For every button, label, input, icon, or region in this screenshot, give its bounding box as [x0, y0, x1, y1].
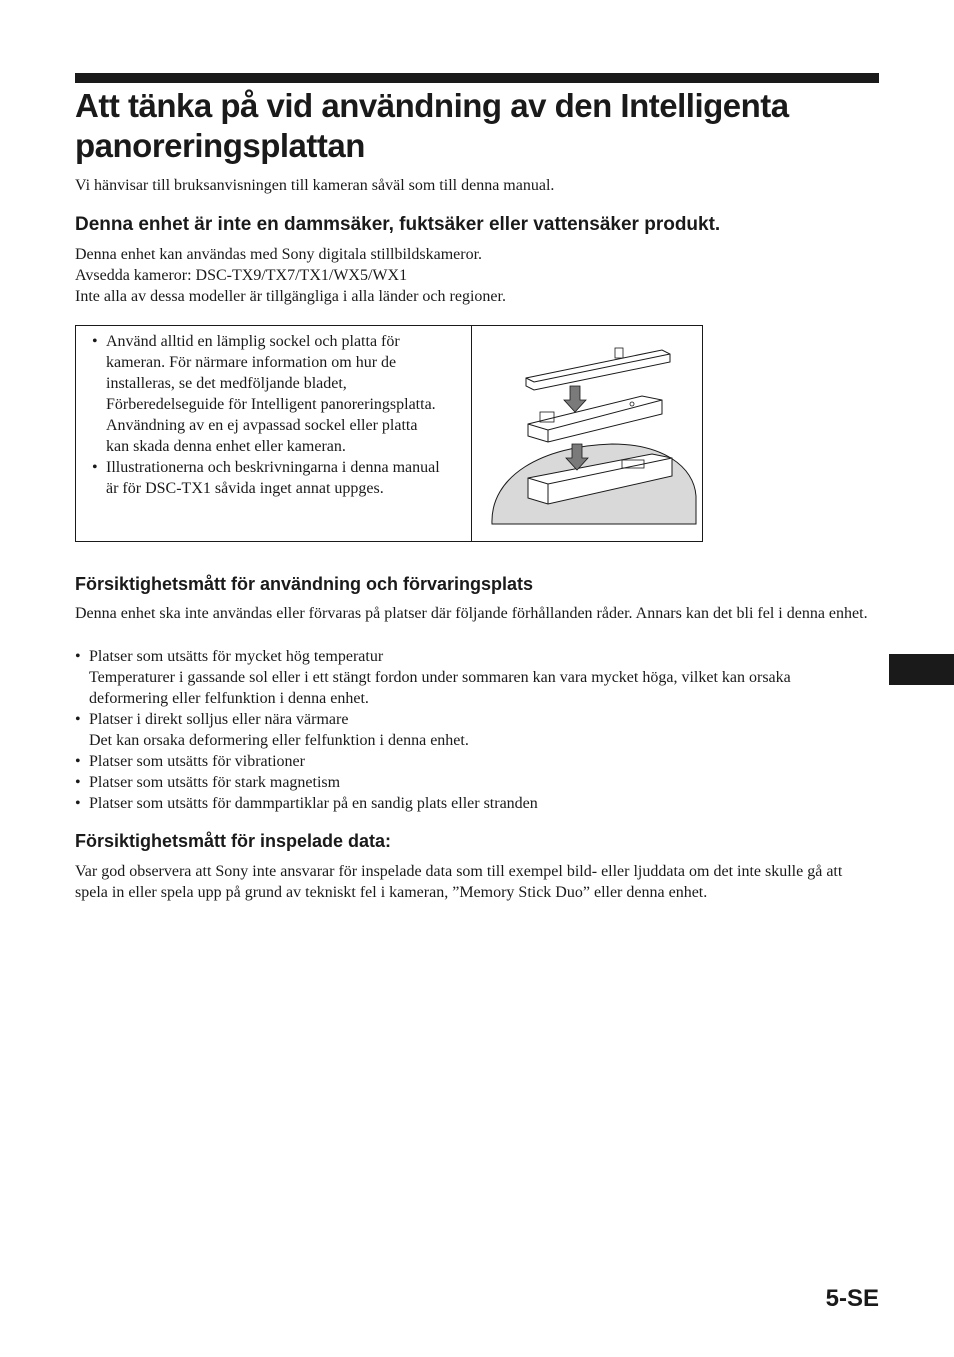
- compat-line-2: Avsedda kameror: DSC-TX9/TX7/TX1/WX5/WX1: [75, 267, 408, 284]
- usage-item-main: • Platser som utsätts för vibrationer: [89, 753, 305, 770]
- intro-text: Vi hänvisar till bruksanvisningen till kameran såväl som till denna manual.: [75, 177, 555, 194]
- notes-box: [75, 325, 703, 542]
- usage-intro: Denna enhet ska inte användas eller förvaras på platser där följande förhållanden råder. Annars kan det bli fel i denna enhet.: [75, 605, 868, 622]
- data-heading: Försiktighetsmått för inspelade data:: [75, 831, 392, 851]
- usage-item-main: • Platser som utsätts för stark magnetism: [89, 774, 341, 791]
- notes-box-text-cell: [76, 326, 472, 541]
- usage-item-detail: Det kan orsaka deformering eller felfunktion i denna enhet.: [89, 732, 469, 749]
- usage-item: [75, 751, 865, 772]
- usage-item: [75, 793, 865, 814]
- compat-line-1: Denna enhet kan användas med Sony digitala stillbildskameror.: [75, 246, 483, 263]
- usage-item-main: • Platser som utsätts för mycket hög temperatur: [89, 648, 384, 665]
- usage-item: [75, 709, 865, 751]
- usage-item-main: • Platser i direkt solljus eller nära värmare: [89, 711, 349, 728]
- usage-item-main: • Platser som utsätts för dammpartiklar på en sandig plats eller stranden: [89, 795, 538, 812]
- usage-item: [75, 646, 865, 709]
- page-title: Att tänka på vid användning av den Intelligenta panoreringsplattan: [75, 87, 789, 164]
- usage-list: [75, 646, 865, 814]
- notes-item: • Illustrationerna och beskrivningarna i denna manual är för DSC-TX1 såvida inget annat uppges.: [92, 457, 444, 499]
- warning-heading: Denna enhet är inte en dammsäker, fuktsäker eller vattensäker produkt.: [75, 214, 721, 235]
- usage-heading: Försiktighetsmått för användning och förvaringsplats: [75, 574, 534, 594]
- usage-item-detail: Temperaturer i gassande sol eller i ett stängt fordon under sommaren kan vara mycket höga, vilket kan orsaka deformering eller felfunktion i denna enhet.: [89, 669, 791, 707]
- socket-plate-assembly-illustration: [472, 326, 703, 541]
- page-number: 5-SE: [825, 1285, 879, 1312]
- usage-item: [75, 772, 865, 793]
- notes-list: [92, 331, 444, 499]
- arrow-down-upper: [564, 386, 586, 412]
- top-plate-shape: [526, 350, 670, 390]
- section-tab-marker: [889, 654, 954, 685]
- title-rule: [75, 73, 879, 83]
- compat-line-3: Inte alla av dessa modeller är tillgängliga i alla länder och regioner.: [75, 288, 506, 305]
- notes-item: • Använd alltid en lämplig sockel och platta för kameran. För närmare information om hur de installeras, se det medföljande bladet, Förberedelseguide för Intelligent panoreringsplatta. Användning av en ej avpassad sockel eller platta kan skada denna enhet eller kameran.: [92, 331, 444, 457]
- notes-box-illustration-cell: [472, 326, 702, 541]
- data-body: Var god observera att Sony inte ansvarar för inspelade data som till exempel bild- eller ljuddata om det inte skulle gå att spela in eller spela upp på grund av tekniskt fel i kameran, ”Memory Stick Duo” eller denna enhet.: [75, 863, 843, 901]
